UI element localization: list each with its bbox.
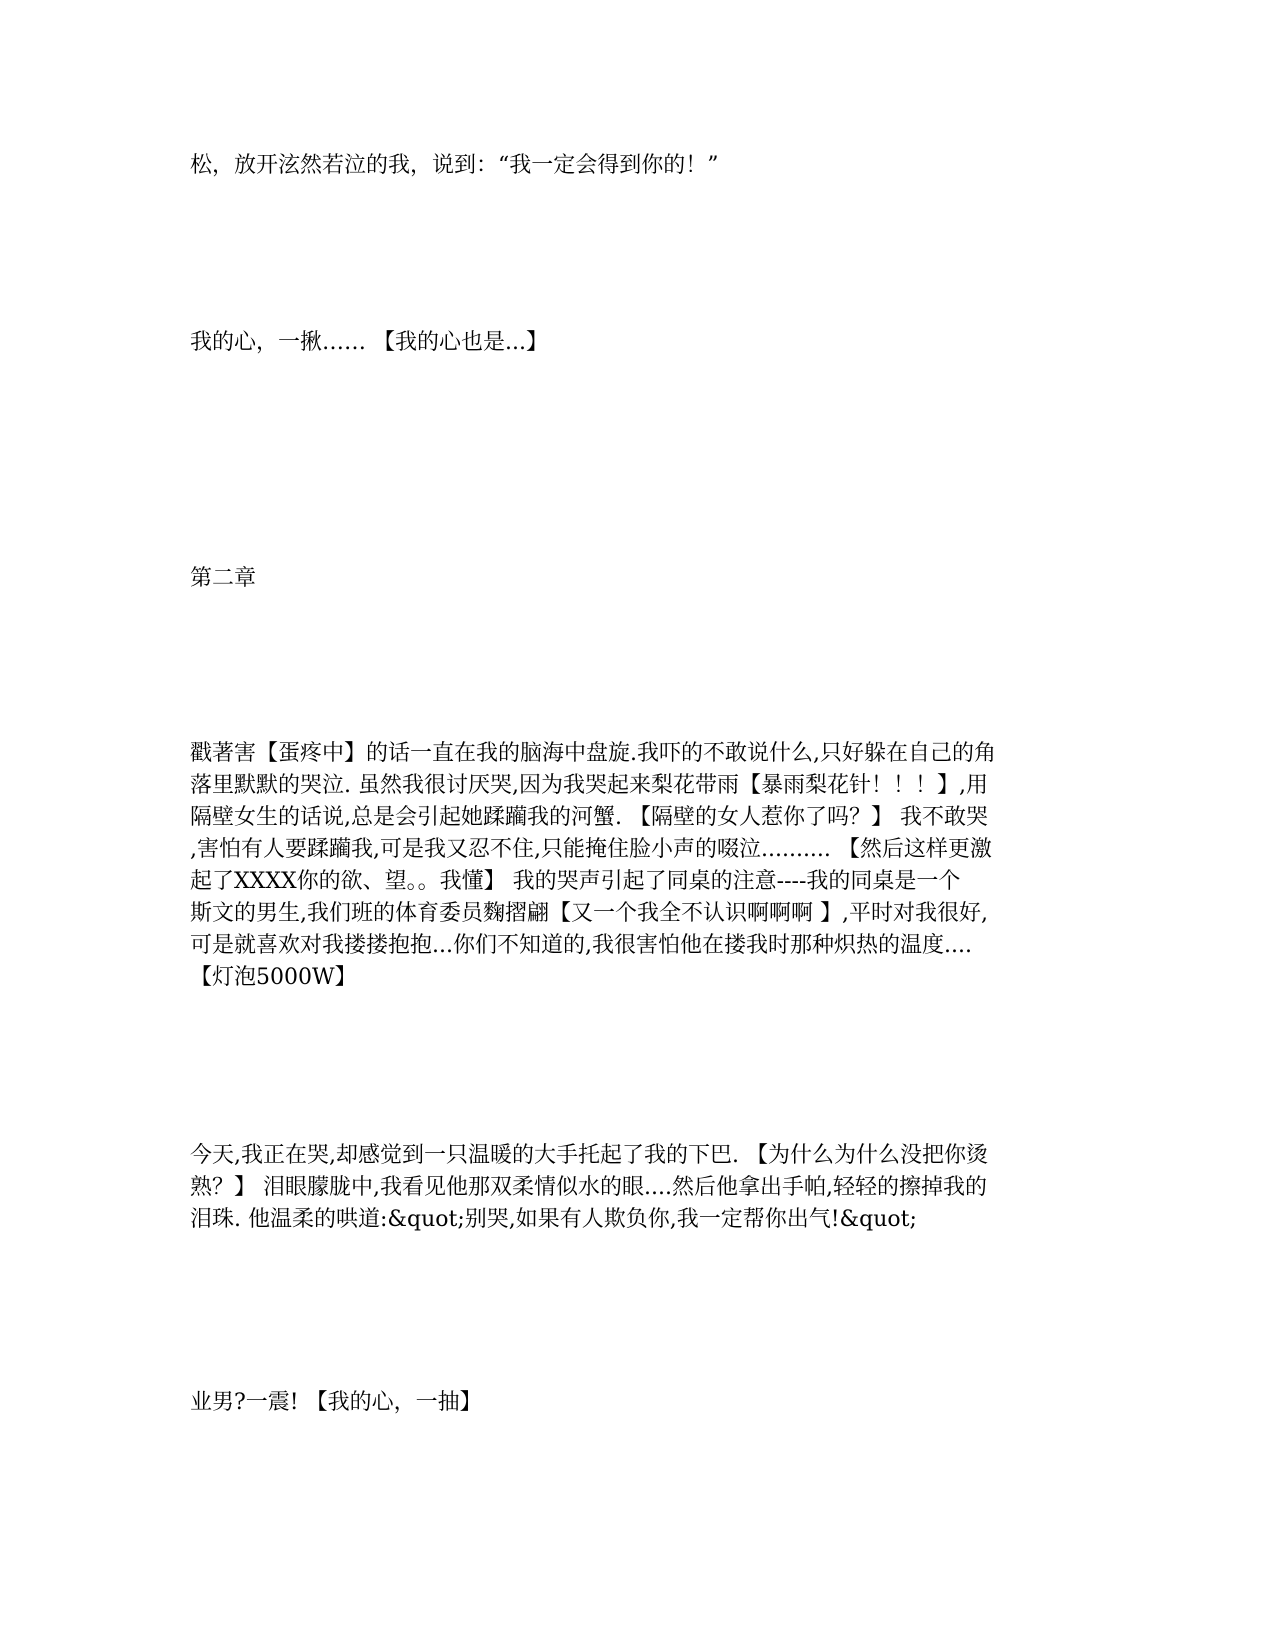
chapter-title: 第二章 (190, 566, 257, 591)
text-line: ,害怕有人要蹂躏我,可是我又忍不住,只能掩住脸小声的啜泣.......... 【然后这样更激 (190, 837, 992, 862)
text-line: 松，放开泫然若泣的我，说到：“我一定会得到你的！” (190, 153, 719, 178)
text-line: 斯文的男生,我们班的体育委员麴摺翩【又一个我全不认识啊啊啊 】,平时对我很好, (190, 901, 988, 926)
text-line: 泪珠. 他温柔的哄道:&quot;别哭,如果有人欺负你,我一定帮你出气!&quot; (190, 1207, 917, 1232)
text-line: 起了XXXX你的欲、望。。我懂】 我的哭声引起了同桌的注意----我的同桌是一个 (190, 869, 961, 894)
text-line: 戳著害【蛋疼中】的话一直在我的脑海中盘旋.我吓的不敢说什么,只好躲在自己的角 (190, 741, 996, 766)
text-line: 业男?一震! 【我的心，一抽】 (190, 1390, 482, 1415)
text-line: 熟？】 泪眼朦胧中,我看见他那双柔情似水的眼....然后他拿出手帕,轻轻的擦掉我的 (190, 1175, 987, 1200)
chapter-heading (190, 563, 1105, 595)
text-line: 可是就喜欢对我搂搂抱抱...你们不知道的,我很害怕他在搂我时那种炽热的温度.... (190, 933, 972, 958)
paragraph-2 (190, 327, 1105, 359)
text-line: 落里默默的哭泣. 虽然我很讨厌哭,因为我哭起来梨花带雨【暴雨梨花针！！！】,用 (190, 773, 988, 798)
text-line: 【灯泡5000W】 (190, 965, 357, 990)
paragraph-6 (190, 1387, 1105, 1419)
paragraph-1 (190, 150, 1105, 182)
paragraph-5 (190, 1140, 1105, 1236)
text-line: 隔壁女生的话说,总是会引起她蹂躏我的河蟹. 【隔壁的女人惹你了吗？】 我不敢哭 (190, 805, 988, 830)
text-line: 今天,我正在哭,却感觉到一只温暖的大手托起了我的下巴. 【为什么为什么没把你烫 (190, 1143, 988, 1168)
text-line: 我的心，一揪…… 【我的心也是...】 (190, 330, 548, 355)
paragraph-4 (190, 738, 1105, 994)
